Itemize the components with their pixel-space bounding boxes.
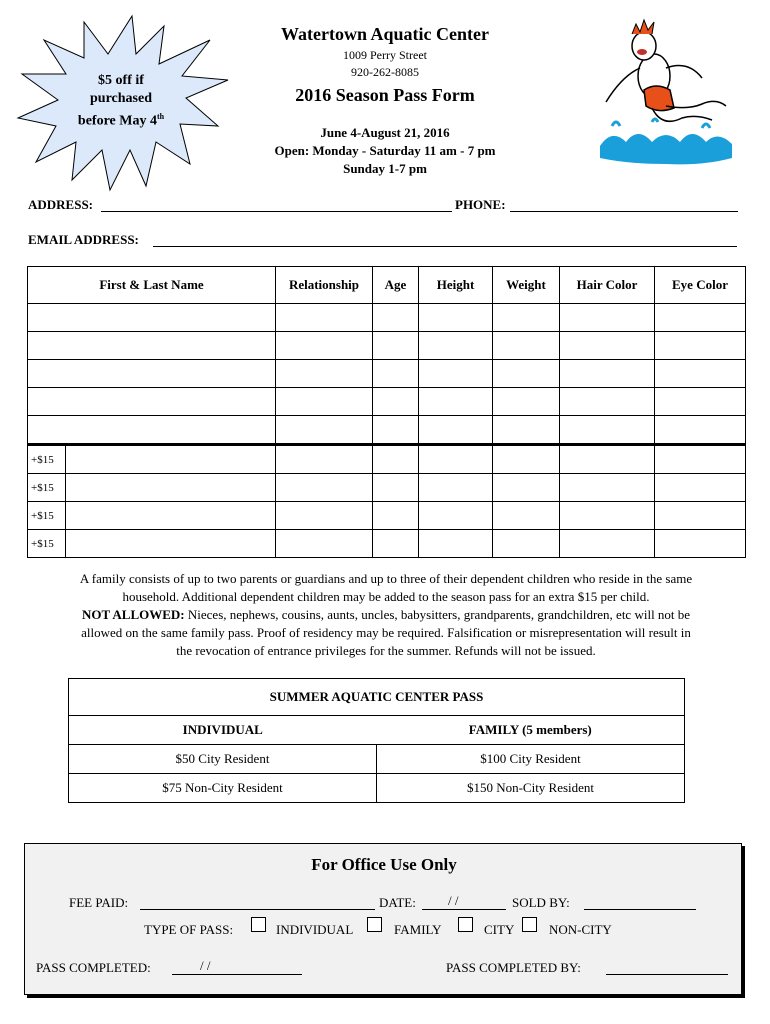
header-weight: Weight	[493, 267, 560, 304]
name-cell[interactable]	[28, 416, 276, 445]
date-slashes: / /	[448, 893, 459, 908]
table-row[interactable]	[28, 388, 746, 416]
individual-option-label: INDIVIDUAL	[276, 922, 354, 937]
table-row[interactable]	[28, 304, 746, 332]
member-header-row	[28, 267, 746, 304]
swimmer-illustration	[592, 18, 738, 168]
season-dates: June 4-August 21, 2016	[320, 125, 450, 140]
extra-fee-label: +$15	[28, 445, 66, 474]
address-field[interactable]	[101, 211, 452, 212]
non-city-option-label: NON-CITY	[549, 922, 612, 937]
star-line-2: purchased	[90, 91, 152, 106]
hours-weekday: Open: Monday - Saturday 11 am - 7 pm	[274, 143, 496, 158]
price-family-noncity: $150 Non-City Resident	[377, 774, 685, 803]
sold-by-label: SOLD BY:	[512, 895, 570, 910]
pass-completed-label: PASS COMPLETED:	[36, 960, 151, 975]
date-label: DATE:	[379, 895, 416, 910]
phone-label: PHONE:	[455, 197, 506, 212]
non-city-checkbox[interactable]	[522, 917, 537, 932]
sold-by-field[interactable]	[584, 909, 696, 910]
extra-child-row[interactable]	[28, 502, 746, 530]
individual-header: INDIVIDUAL	[69, 716, 377, 745]
family-option-label: FAMILY	[394, 922, 442, 937]
pass-completed-field[interactable]	[172, 974, 302, 975]
org-street: 1009 Perry Street	[343, 48, 427, 62]
price-individual-noncity: $75 Non-City Resident	[69, 774, 377, 803]
header-eye-color: Eye Color	[655, 267, 746, 304]
header-relationship: Relationship	[276, 267, 373, 304]
table-row[interactable]	[28, 416, 746, 445]
pass-completed-by-field[interactable]	[606, 974, 728, 975]
header-hair-color: Hair Color	[560, 267, 655, 304]
table-row[interactable]	[28, 360, 746, 388]
address-label: ADDRESS:	[28, 197, 94, 212]
price-individual-city: $50 City Resident	[69, 745, 377, 774]
star-line-1: $5 off if	[98, 73, 144, 88]
member-table	[27, 266, 746, 558]
extra-child-row[interactable]	[28, 530, 746, 558]
name-cell[interactable]	[28, 304, 276, 332]
policy-line-2: household. Additional dependent children may be added to the season pass for an extra $15 per child.	[122, 589, 650, 604]
extra-fee-label: +$15	[28, 502, 66, 530]
extra-fee-label: +$15	[28, 474, 66, 502]
type-of-pass-label: TYPE OF PASS:	[144, 922, 234, 937]
family-checkbox[interactable]	[367, 917, 382, 932]
header-height: Height	[419, 267, 493, 304]
email-label: EMAIL ADDRESS:	[28, 232, 139, 247]
office-title: For Office Use Only	[311, 855, 457, 874]
org-name: Watertown Aquatic Center	[281, 24, 489, 44]
individual-checkbox[interactable]	[251, 917, 266, 932]
star-line-3: before May 4th	[77, 112, 165, 129]
pricing-title: SUMMER AQUATIC CENTER PASS	[69, 679, 685, 716]
extra-fee-label: +$15	[28, 530, 66, 558]
name-cell[interactable]	[28, 388, 276, 416]
extra-child-row[interactable]	[28, 445, 746, 474]
date-field[interactable]	[422, 909, 506, 910]
policy-line-1: A family consists of up to two parents or guardians and up to three of their dependent children who reside in the same	[79, 571, 693, 586]
email-field[interactable]	[153, 246, 737, 247]
policy-line-4: allowed on the same family pass. Proof of residency may be required. Falsification or misrepresentation will result in	[81, 625, 691, 640]
name-cell[interactable]	[28, 332, 276, 360]
price-family-city: $100 City Resident	[377, 745, 685, 774]
pricing-table	[68, 678, 685, 803]
header-age: Age	[373, 267, 419, 304]
city-option-label: CITY	[484, 922, 515, 937]
hours-sunday: Sunday 1-7 pm	[343, 161, 427, 176]
policy-line-3: NOT ALLOWED: Nieces, nephews, cousins, aunts, uncles, babysitters, grandparents, grandchildren, etc will not be	[81, 607, 691, 622]
city-checkbox[interactable]	[458, 917, 473, 932]
pass-completed-slashes: / /	[200, 958, 211, 973]
name-cell[interactable]	[28, 360, 276, 388]
header-name: First & Last Name	[28, 267, 276, 304]
pass-completed-by-label: PASS COMPLETED BY:	[446, 960, 581, 975]
policy-line-5: the revocation of entrance privileges for the summer. Refunds will not be issued.	[176, 643, 596, 658]
table-row[interactable]	[28, 332, 746, 360]
form-title: 2016 Season Pass Form	[295, 85, 475, 105]
fee-paid-field[interactable]	[140, 909, 375, 910]
org-phone: 920-262-8085	[351, 65, 419, 79]
fee-paid-label: FEE PAID:	[69, 895, 129, 910]
family-header: FAMILY (5 members)	[377, 716, 685, 745]
phone-field[interactable]	[510, 211, 738, 212]
extra-child-row[interactable]	[28, 474, 746, 502]
